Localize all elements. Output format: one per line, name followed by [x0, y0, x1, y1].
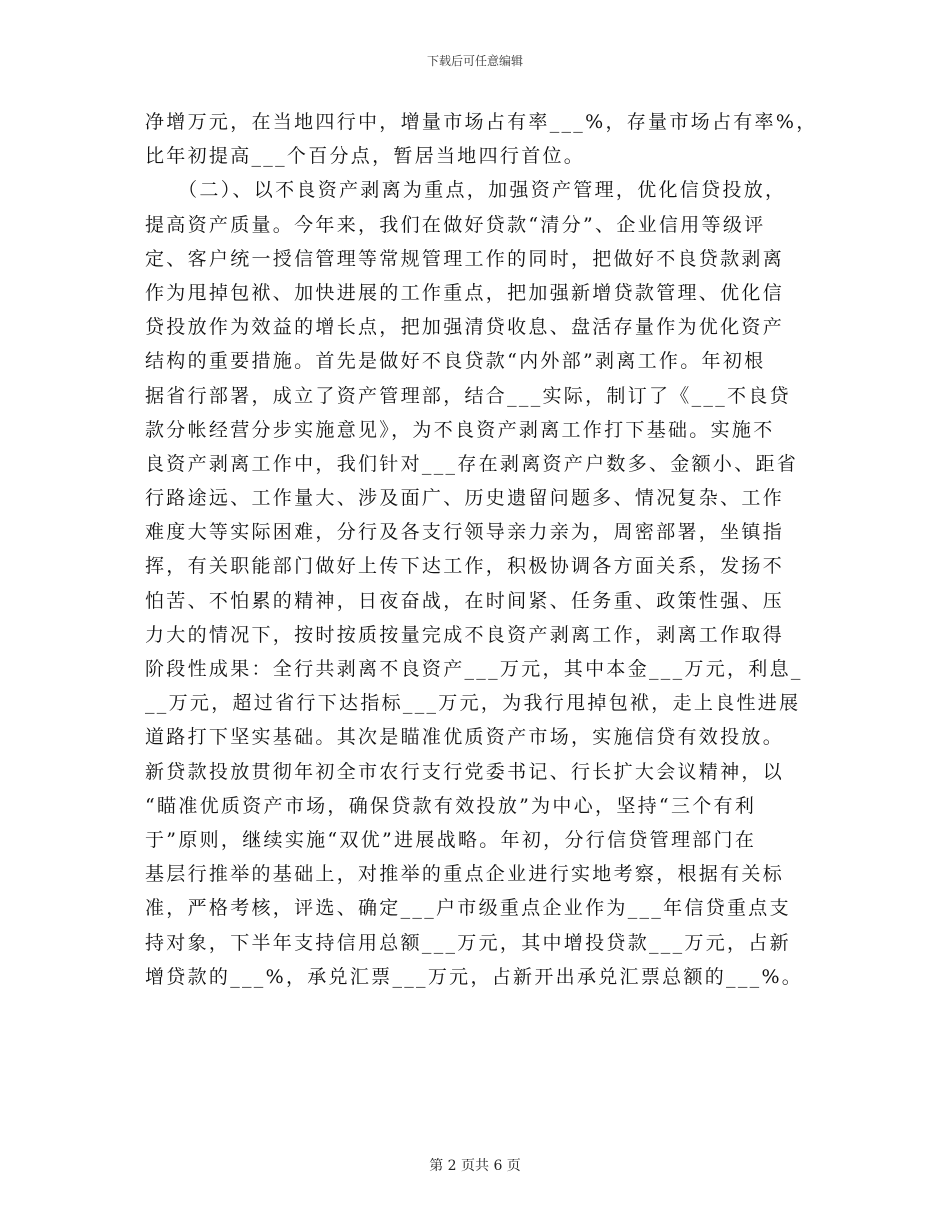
body-line: 难度大等实际困难，分行及各支行领导亲力亲为，周密部署，坐镇指 [145, 521, 785, 544]
body-line: 定、客户统一授信管理等常规管理工作的同时，把做好不良贷款剥离 [145, 247, 785, 270]
body-line: 挥，有关职能部门做好上传下达工作，积极协调各方面关系，发扬不 [145, 555, 785, 578]
body-line: “瞄准优质资产市场，确保贷款有效投放”为中心，坚持“三个有利 [145, 794, 757, 817]
body-line: 净增万元，在当地四行中，增量市场占有率___%，存量市场占有率%， [145, 111, 818, 133]
page-footer: 第 2 页共 6 页 [429, 1158, 521, 1174]
page-header: 下载后可任意编辑 [426, 54, 523, 68]
body-line: 准，严格考核，评选、确定___户市级重点企业作为___年信贷重点支 [145, 897, 791, 920]
body-line: 新贷款投放贯彻年初全市农行支行党委书记、行长扩大会议精神，以 [145, 760, 785, 783]
body-line: 增贷款的___%，承兑汇票___万元，占新开出承兑汇票总额的___%。 [145, 965, 804, 988]
body-line: 行路途远、工作量大、涉及面广、历史遗留问题多、情况复杂、工作 [145, 487, 785, 510]
document-body [145, 105, 818, 994]
body-line: （二）、以不良资产剥离为重点，加强资产管理，优化信贷投放， [145, 179, 787, 202]
body-line: 基层行推举的基础上，对推举的重点企业进行实地考察，根据有关标 [145, 863, 785, 886]
body-line: 贷投放作为效益的增长点，把加强清贷收息、盘活存量作为优化资产 [145, 316, 785, 339]
body-line: 怕苦、不怕累的精神，日夜奋战，在时间紧、任务重、政策性强、压 [145, 589, 785, 612]
body-line: 据省行部署，成立了资产管理部，结合___实际，制订了《___不良贷 [145, 384, 791, 407]
body-line: 结构的重要措施。首先是做好不良贷款“内外部”剥离工作。年初根 [145, 350, 766, 373]
body-line: 持对象，下半年支持信用总额___万元，其中增投贷款___万元，占新 [145, 931, 791, 954]
body-line: 良资产剥离工作中，我们针对___存在剥离资产户数多、金额小、距省 [145, 452, 799, 475]
body-line: 阶段性成果：全行共剥离不良资产___万元，其中本金___万元，利息_ [145, 658, 803, 680]
body-line: 提高资产质量。今年来，我们在做好贷款“清分”、企业信用等级评 [145, 213, 766, 236]
body-line: 道路打下坚实基础。其次是瞄准优质资产市场，实施信贷有效投放。 [145, 726, 785, 749]
body-line: 作为甩掉包袱、加快进展的工作重点，把加强新增贷款管理、优化信 [145, 281, 785, 304]
body-line: 款分帐经营分步实施意见》，为不良资产剥离工作打下基础。实施不 [145, 418, 775, 441]
body-line: 比年初提高___个百分点，暂居当地四行首位。 [145, 145, 586, 168]
body-line: 于”原则，继续实施“双优”进展战略。年初，分行信贷管理部门在 [145, 828, 757, 851]
body-line: __万元，超过省行下达指标___万元，为我行甩掉包袱，走上良性进展 [145, 692, 801, 715]
body-line: 力大的情况下，按时按质按量完成不良资产剥离工作，剥离工作取得 [145, 623, 785, 646]
